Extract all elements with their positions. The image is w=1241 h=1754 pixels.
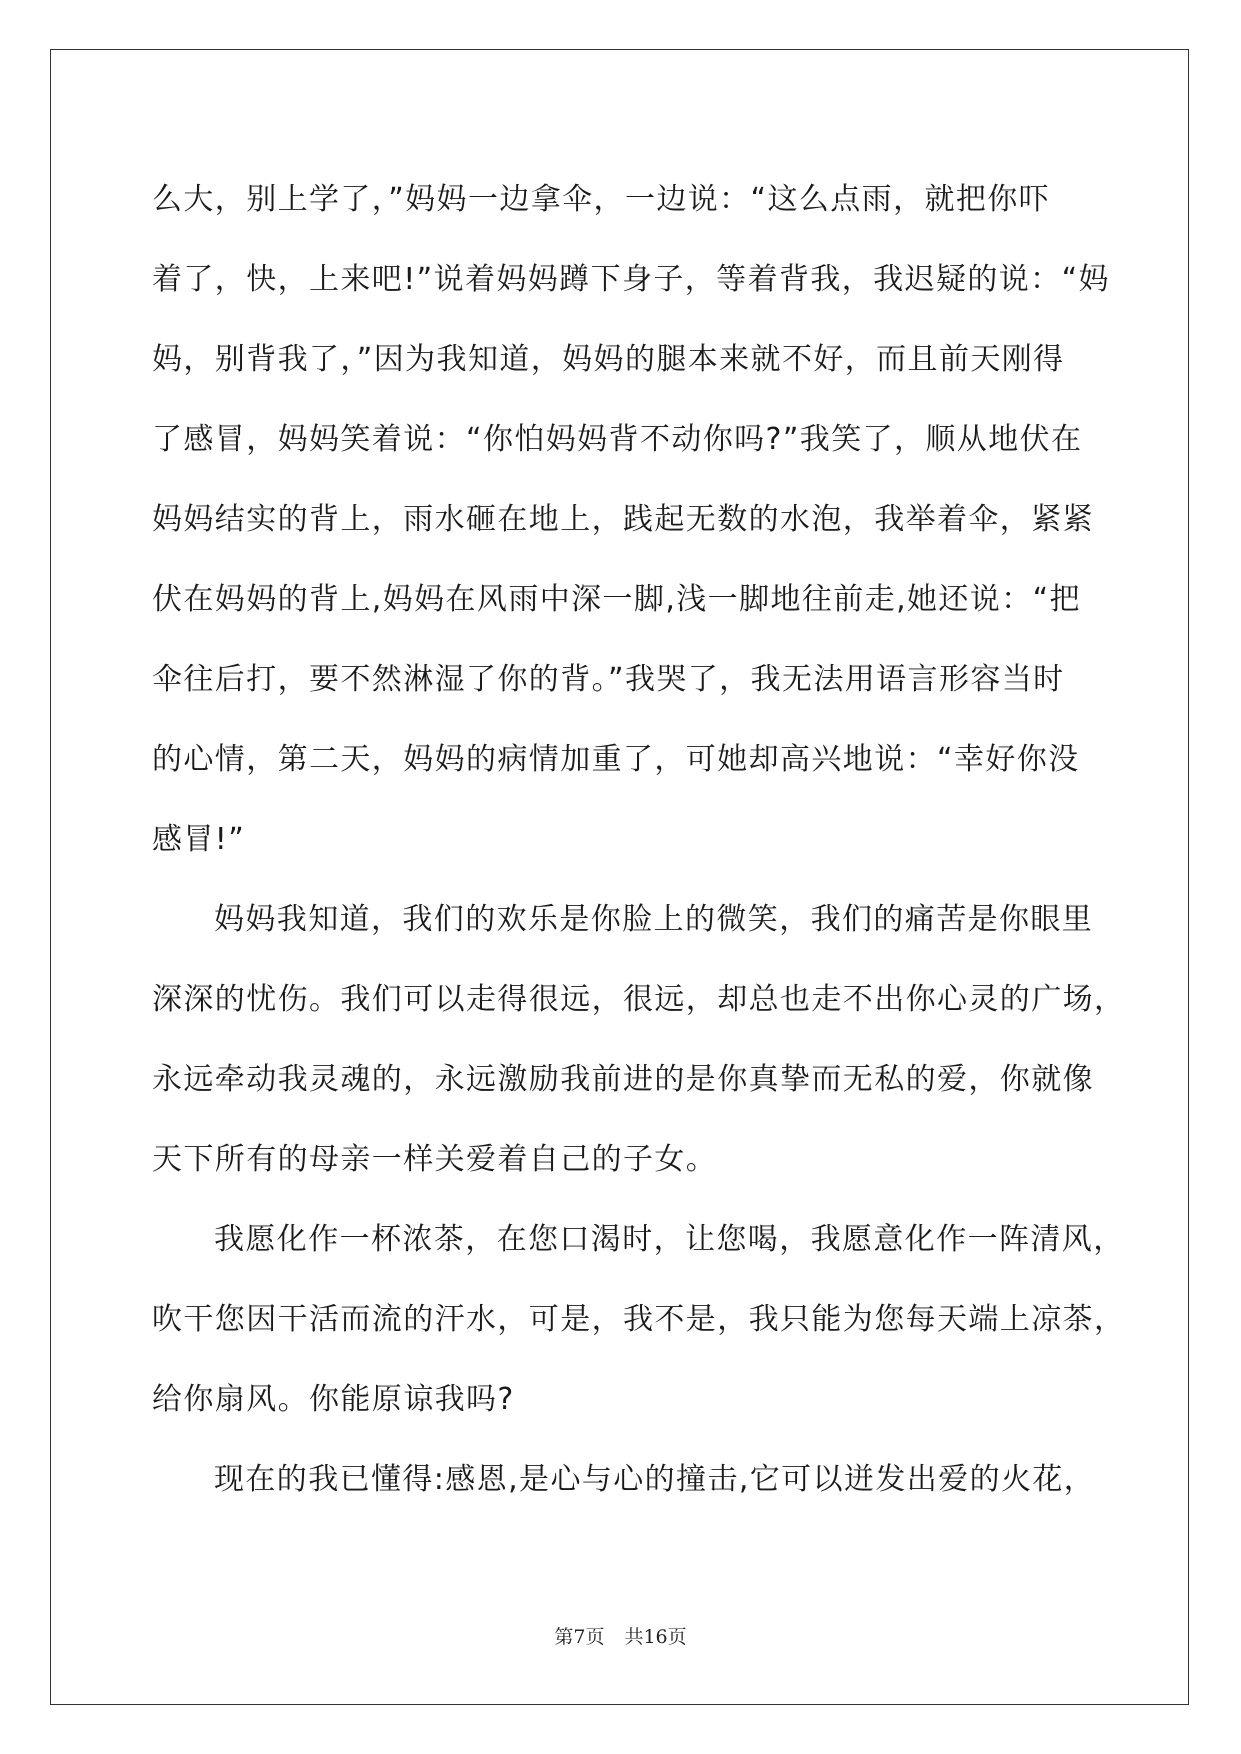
paragraph-4 bbox=[152, 1440, 1096, 1520]
text-line: 吹干您因干活而流的汗水，可是，我不是，我只能为您每天端上凉茶， bbox=[152, 1302, 1126, 1337]
document-body bbox=[152, 160, 1126, 1520]
text-line: 伞往后打，要不然淋湿了你的背。”我哭了，我无法用语言形容当时 bbox=[152, 662, 1065, 697]
text-line: 现在的我已懂得:感恩,是心与心的撞击,它可以迸发出爱的火花， bbox=[214, 1462, 1096, 1497]
text-line: 我愿化作一杯浓茶，在您口渴时，让您喝，我愿意化作一阵清风， bbox=[214, 1222, 1125, 1257]
text-line: 伏在妈妈的背上,妈妈在风雨中深一脚,浅一脚地往前走,她还说：“把 bbox=[152, 582, 1081, 617]
text-line: 感冒!” bbox=[152, 822, 246, 857]
text-line: 妈妈结实的背上，雨水砸在地上，践起无数的水泡，我举着伞，紧紧 bbox=[152, 502, 1094, 537]
text-line: 深深的忧伤。我们可以走得很远，很远，却总也走不出你心灵的广场， bbox=[152, 982, 1126, 1017]
paragraph-1 bbox=[152, 160, 1110, 880]
page-number: 第7页 bbox=[554, 1626, 605, 1648]
text-line: 么大，别上学了，”妈妈一边拿伞，一边说：“这么点雨，就把你吓 bbox=[152, 182, 1051, 217]
text-line: 的心情，第二天，妈妈的病情加重了，可她却高兴地说：“幸好你没 bbox=[152, 742, 1080, 777]
text-line: 了感冒，妈妈笑着说：“你怕妈妈背不动你吗?”我笑了，顺从地伏在 bbox=[152, 422, 1083, 457]
text-line: 天下所有的母亲一样关爱着自己的子女。 bbox=[152, 1142, 718, 1177]
page-total: 共16页 bbox=[624, 1626, 687, 1648]
paragraph-2 bbox=[152, 880, 1126, 1200]
text-line: 永远牵动我灵魂的，永远激励我前进的是你真挚而无私的爱，你就像 bbox=[152, 1062, 1094, 1097]
text-line: 妈妈我知道，我们的欢乐是你脸上的微笑，我们的痛苦是你眼里 bbox=[214, 902, 1094, 937]
paragraph-3 bbox=[152, 1200, 1126, 1440]
text-line: 妈，别背我了，”因为我知道，妈妈的腿本来就不好，而且前天刚得 bbox=[152, 342, 1065, 377]
text-line: 给你扇风。你能原谅我吗? bbox=[152, 1382, 515, 1417]
text-line: 着了，快，上来吧!”说着妈妈蹲下身子，等着背我，我迟疑的说：“妈 bbox=[152, 262, 1110, 297]
page-footer bbox=[0, 1622, 1241, 1649]
